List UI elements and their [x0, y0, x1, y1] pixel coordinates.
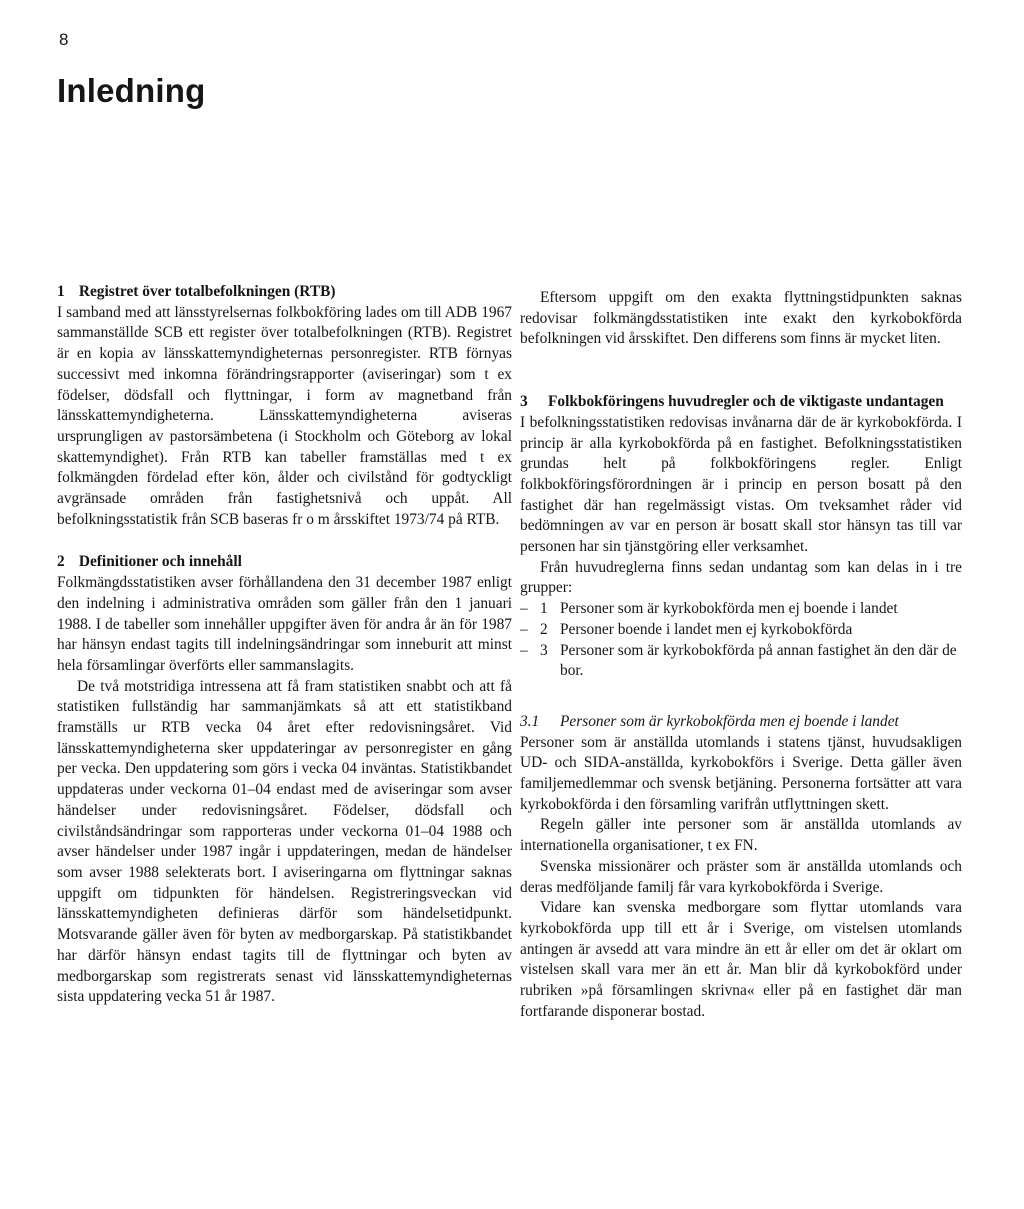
subsection-3-1-heading — [520, 712, 962, 733]
list-item — [520, 599, 962, 620]
section-1-number: 1 — [57, 283, 65, 300]
list-number: 3 — [540, 641, 548, 659]
left-column — [57, 282, 512, 1008]
section-3-title: Folkbokföringens huvudregler och de viktigaste undantagen — [548, 393, 944, 411]
list-item — [520, 641, 962, 682]
list-item — [520, 620, 962, 641]
section-1-paragraph-1: I samband med att länsstyrelsernas folkbokföring lades om till ADB 1967 sammanställde SCB ett register över totalbefolkningen (RTB). Registret är en kopia av länsskattemyndigheternas personregister. RTB förnyas successivt med inkomna förändringsrapporter (aviseringar) som t ex födelser, dödsfall och flyttningar, i form av magnetband från länsskattemyndigheterna. Länsskattemyndigheterna aviseras ursprungligen av pastorsämbetena (i Stockholm och Göteborg av lokal skattemyndighet). Från RTB kan tabeller framställas med t ex folkmängden fördelad efter kön, ålder och civilstånd för godtyckligt avgränsade områden från fastighetsnivå och uppåt. All befolkningsstatistik från SCB baseras fr o m årsskiftet 1973/74 på RTB. — [57, 303, 512, 528]
subsection-3-1-paragraph-1: Personer som är anställda utomlands i statens tjänst, huvudsakligen UD- och SIDA-anställda, kyrkobokförs i Sverige. Detta gäller även familjemedlemmar och svensk betjäning. Personerna fortsätter att vara kyrkobokförda i den församling varifrån utflyttningen skett. — [520, 733, 962, 813]
chapter-title: Inledning — [57, 72, 206, 109]
section-1-heading — [57, 282, 512, 303]
section-3-heading — [520, 392, 962, 413]
section-1-title: Registret över totalbefolkningen (RTB) — [78, 283, 336, 300]
subsection-3-1-number: 3.1 — [520, 712, 540, 730]
subsection-3-1-title: Personer som är kyrkobokförda men ej boende i landet — [560, 712, 899, 730]
section-2-title: Definitioner och innehåll — [78, 553, 242, 571]
subsection-3-1-paragraph-2: Regeln gäller inte personer som är anställda utomlands av internationella organisationer, t ex FN. — [520, 816, 962, 855]
page-number: 8 — [59, 30, 69, 49]
exception-groups-list — [520, 599, 962, 682]
list-dash: – — [520, 641, 528, 659]
section-2-paragraph-1: Folkmängdsstatistiken avser förhållandena den 31 december 1987 enligt den indelning i administrativa områden som gäller från den 1 januari 1988. I de tabeller som innehåller uppgifter även för andra år än för 1987 har hänsyn endast tagits till indelningsändringar som inneburit att minst hela församlingar överförts eller sammanslagits. — [57, 574, 512, 674]
section-3-paragraph-2: Från huvudreglerna finns sedan undantag som kan delas in i tre grupper: — [520, 558, 962, 597]
section-2-paragraph-2: De två motstridiga intressena att få fram statistiken snabbt och att få statistiken fullständig har sammanjämkats så att ett statistikband framställs ur RTB vecka 04 året efter redovisningsåret. Vid länsskattemyndigheterna sker uppdateringar av personregister en gång per vecka. Den uppdatering som görs i vecka 04 inväntas. Statistikbandet uppdateras under veckorna 01–04 endast med de aviseringar som avser händelser under redovisningsåret. Födelser, dödsfall och civilståndsändringar som rapporteras under veckorna 01–04 1988 och avser händelser under 1987 ingår i uppdateringen, medan de händelser som avser 1988 selekterats bort. I aviseringarna om flyttningar saknas uppgift om tidpunkten för händelsen. Registreringsveckan vid länsskattemyndigheten definieras därför som händelsetidpunkt. Motsvarande gäller även för byten av medborgarskap. På statistikbandet har därför hänsyn endast tagits till de flyttningar och byten av medborgarskap som registrerats senast vid länsskattemyndigheternas sista uppdatering vecka 51 år 1987. — [57, 677, 512, 1006]
section-3-paragraph-1: I befolkningsstatistiken redovisas invånarna där de är kyrkobokförda. I princip är alla kyrkobokförda på en fastighet. Befolkningsstatistiken grundas helt på folkbokföringens regler. Enligt folkbokföringsförordningen är i princip en person bosatt på den fastighet där han regelmässigt vistas. Om tveksamhet råder vid bedömningen av var en person är bosatt skall stor hänsyn tas till var personen har sin tjänstgöring eller verksamhet. — [520, 413, 962, 556]
section-3-number: 3 — [520, 393, 528, 411]
list-text: Personer som är kyrkobokförda på annan fastighet än den där de bor. — [560, 641, 957, 680]
list-number: 2 — [540, 620, 548, 638]
subsection-3-1-paragraph-4: Vidare kan svenska medborgare som flyttar utomlands vara kyrkobokförda upp till ett år i Sverige, om vistelsen utomlands antingen är avsedd att vara mindre än ett år eller om det är oklart om vistelsen skall vara mer än ett år. Man blir då kyrkobokförd under rubriken »på församlingen skrivna« eller på en fastighet där man fortfarande disponerar bostad. — [520, 899, 962, 1020]
subsection-3-1-paragraph-3: Svenska missionärer och präster som är anställda utomlands och deras medföljande familj får vara kyrkobokförda i Sverige. — [520, 857, 962, 896]
list-dash: – — [520, 620, 528, 638]
list-text: Personer som är kyrkobokförda men ej boende i landet — [560, 600, 898, 618]
list-dash: – — [520, 600, 528, 618]
right-column — [520, 282, 962, 1023]
list-text: Personer boende i landet men ej kyrkobokförda — [560, 620, 853, 638]
intro-paragraph: Eftersom uppgift om den exakta flyttningstidpunkten saknas redovisar folkmängdsstatistiken inte exakt den kyrkobokförda befolkningen vid årsskiftet. Den differens som finns är mycket liten. — [520, 289, 962, 348]
list-number: 1 — [540, 600, 548, 618]
section-2-number: 2 — [57, 553, 65, 571]
section-2-heading — [57, 552, 512, 573]
